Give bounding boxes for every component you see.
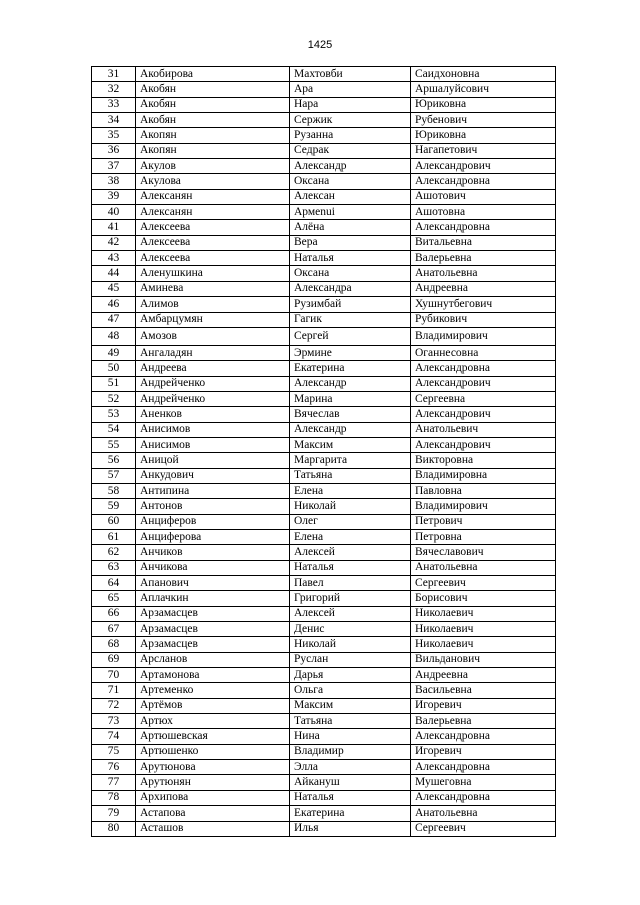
row-number-cell: 51 xyxy=(92,376,136,391)
patronymic-cell: Борисович xyxy=(411,591,556,606)
first-name-cell: Ара xyxy=(290,82,411,97)
last-name-cell: Анчикова xyxy=(136,560,290,575)
first-name-cell: Алексей xyxy=(290,545,411,560)
row-number-cell: 46 xyxy=(92,297,136,312)
patronymic-cell: Анатольевна xyxy=(411,266,556,281)
row-number-cell: 67 xyxy=(92,622,136,637)
patronymic-cell: Саидхоновна xyxy=(411,67,556,82)
last-name-cell: Апанович xyxy=(136,576,290,591)
table-row xyxy=(92,159,556,174)
last-name-cell: Андреева xyxy=(136,361,290,376)
table-row xyxy=(92,361,556,376)
row-number-cell: 63 xyxy=(92,560,136,575)
table-row xyxy=(92,591,556,606)
table-row xyxy=(92,744,556,759)
patronymic-cell: Валерьевна xyxy=(411,251,556,266)
row-number-cell: 53 xyxy=(92,407,136,422)
last-name-cell: Антипина xyxy=(136,483,290,498)
table-row xyxy=(92,422,556,437)
first-name-cell: Гагик xyxy=(290,312,411,327)
row-number-cell: 39 xyxy=(92,189,136,204)
first-name-cell: Олег xyxy=(290,514,411,529)
last-name-cell: Анисимов xyxy=(136,437,290,452)
first-name-cell: Илья xyxy=(290,821,411,836)
first-name-cell: Николай xyxy=(290,499,411,514)
table-row xyxy=(92,189,556,204)
first-name-cell: Александр xyxy=(290,376,411,391)
first-name-cell: Алёна xyxy=(290,220,411,235)
row-number-cell: 71 xyxy=(92,683,136,698)
patronymic-cell: Павловна xyxy=(411,483,556,498)
last-name-cell: Архипова xyxy=(136,790,290,805)
first-name-cell: Нара xyxy=(290,97,411,112)
first-name-cell: Оксана xyxy=(290,266,411,281)
first-name-cell: Григорий xyxy=(290,591,411,606)
row-number-cell: 59 xyxy=(92,499,136,514)
first-name-cell: Екатерина xyxy=(290,361,411,376)
patronymic-cell: Валерьевна xyxy=(411,714,556,729)
first-name-cell: Рузимбай xyxy=(290,297,411,312)
last-name-cell: Аницой xyxy=(136,453,290,468)
last-name-cell: Арзамасцев xyxy=(136,637,290,652)
first-name-cell: Элла xyxy=(290,760,411,775)
patronymic-cell: Александровна xyxy=(411,361,556,376)
row-number-cell: 40 xyxy=(92,205,136,220)
patronymic-cell: Николаевич xyxy=(411,637,556,652)
last-name-cell: Акобирова xyxy=(136,67,290,82)
row-number-cell: 50 xyxy=(92,361,136,376)
row-number-cell: 70 xyxy=(92,668,136,683)
first-name-cell: Николай xyxy=(290,637,411,652)
patronymic-cell: Сергеевич xyxy=(411,576,556,591)
last-name-cell: Анциферов xyxy=(136,514,290,529)
first-name-cell: Айкануш xyxy=(290,775,411,790)
last-name-cell: Арсланов xyxy=(136,652,290,667)
first-name-cell: Наталья xyxy=(290,251,411,266)
first-name-cell: Руслан xyxy=(290,652,411,667)
table-row xyxy=(92,622,556,637)
row-number-cell: 78 xyxy=(92,790,136,805)
last-name-cell: Артюх xyxy=(136,714,290,729)
first-name-cell: Рузанна xyxy=(290,128,411,143)
row-number-cell: 80 xyxy=(92,821,136,836)
row-number-cell: 37 xyxy=(92,159,136,174)
first-name-cell: Алексан xyxy=(290,189,411,204)
patronymic-cell: Александровна xyxy=(411,220,556,235)
patronymic-cell: Анатольевна xyxy=(411,560,556,575)
row-number-cell: 56 xyxy=(92,453,136,468)
table-row xyxy=(92,483,556,498)
table-row xyxy=(92,67,556,82)
table-row xyxy=(92,821,556,836)
last-name-cell: Алексанян xyxy=(136,189,290,204)
last-name-cell: Артюшенко xyxy=(136,744,290,759)
patronymic-cell: Рубикович xyxy=(411,312,556,327)
names-table xyxy=(91,66,556,837)
last-name-cell: Акулов xyxy=(136,159,290,174)
table-row xyxy=(92,220,556,235)
row-number-cell: 61 xyxy=(92,529,136,544)
first-name-cell: Махтовби xyxy=(290,67,411,82)
first-name-cell: Елена xyxy=(290,483,411,498)
table-row xyxy=(92,266,556,281)
first-name-cell: Максим xyxy=(290,698,411,713)
first-name-cell: Сергей xyxy=(290,327,411,345)
table-row xyxy=(92,668,556,683)
row-number-cell: 74 xyxy=(92,729,136,744)
row-number-cell: 79 xyxy=(92,806,136,821)
row-number-cell: 38 xyxy=(92,174,136,189)
first-name-cell: Армenui xyxy=(290,205,411,220)
patronymic-cell: Александровна xyxy=(411,174,556,189)
last-name-cell: Анциферова xyxy=(136,529,290,544)
first-name-cell: Наталья xyxy=(290,790,411,805)
last-name-cell: Алексеева xyxy=(136,251,290,266)
table-row xyxy=(92,775,556,790)
table-row xyxy=(92,760,556,775)
first-name-cell: Нина xyxy=(290,729,411,744)
patronymic-cell: Игоревич xyxy=(411,744,556,759)
last-name-cell: Артеменко xyxy=(136,683,290,698)
table-row xyxy=(92,345,556,360)
last-name-cell: Акопян xyxy=(136,128,290,143)
first-name-cell: Елена xyxy=(290,529,411,544)
patronymic-cell: Александрович xyxy=(411,437,556,452)
table-row xyxy=(92,606,556,621)
table-row xyxy=(92,499,556,514)
row-number-cell: 41 xyxy=(92,220,136,235)
last-name-cell: Акобян xyxy=(136,113,290,128)
table-row xyxy=(92,698,556,713)
patronymic-cell: Александрович xyxy=(411,407,556,422)
row-number-cell: 44 xyxy=(92,266,136,281)
row-number-cell: 33 xyxy=(92,97,136,112)
first-name-cell: Наталья xyxy=(290,560,411,575)
row-number-cell: 65 xyxy=(92,591,136,606)
table-row xyxy=(92,806,556,821)
table-row xyxy=(92,545,556,560)
table-row xyxy=(92,391,556,406)
row-number-cell: 75 xyxy=(92,744,136,759)
patronymic-cell: Александрович xyxy=(411,376,556,391)
first-name-cell: Эрмине xyxy=(290,345,411,360)
last-name-cell: Арутюнян xyxy=(136,775,290,790)
row-number-cell: 32 xyxy=(92,82,136,97)
row-number-cell: 58 xyxy=(92,483,136,498)
first-name-cell: Сержик xyxy=(290,113,411,128)
patronymic-cell: Петровна xyxy=(411,529,556,544)
patronymic-cell: Ашотовна xyxy=(411,205,556,220)
table-row xyxy=(92,205,556,220)
patronymic-cell: Александровна xyxy=(411,729,556,744)
patronymic-cell: Николаевич xyxy=(411,606,556,621)
first-name-cell: Вячеслав xyxy=(290,407,411,422)
table-row xyxy=(92,514,556,529)
table-row xyxy=(92,468,556,483)
first-name-cell: Оксана xyxy=(290,174,411,189)
first-name-cell: Екатерина xyxy=(290,806,411,821)
row-number-cell: 57 xyxy=(92,468,136,483)
last-name-cell: Алексеева xyxy=(136,220,290,235)
row-number-cell: 73 xyxy=(92,714,136,729)
patronymic-cell: Владимирович xyxy=(411,499,556,514)
patronymic-cell: Андреевна xyxy=(411,668,556,683)
last-name-cell: Ангаладян xyxy=(136,345,290,360)
last-name-cell: Артамонова xyxy=(136,668,290,683)
patronymic-cell: Вильданович xyxy=(411,652,556,667)
row-number-cell: 55 xyxy=(92,437,136,452)
patronymic-cell: Викторовна xyxy=(411,453,556,468)
patronymic-cell: Сергеевна xyxy=(411,391,556,406)
last-name-cell: Акопян xyxy=(136,143,290,158)
row-number-cell: 34 xyxy=(92,113,136,128)
last-name-cell: Акулова xyxy=(136,174,290,189)
table-row xyxy=(92,327,556,345)
last-name-cell: Амозов xyxy=(136,327,290,345)
row-number-cell: 35 xyxy=(92,128,136,143)
patronymic-cell: Рубенович xyxy=(411,113,556,128)
last-name-cell: Астапова xyxy=(136,806,290,821)
patronymic-cell: Витальевна xyxy=(411,235,556,250)
row-number-cell: 52 xyxy=(92,391,136,406)
last-name-cell: Аненков xyxy=(136,407,290,422)
table-row xyxy=(92,113,556,128)
page-number: 1425 xyxy=(307,39,333,51)
first-name-cell: Алексей xyxy=(290,606,411,621)
table-row xyxy=(92,560,556,575)
first-name-cell: Максим xyxy=(290,437,411,452)
last-name-cell: Алексанян xyxy=(136,205,290,220)
patronymic-cell: Александрович xyxy=(411,159,556,174)
patronymic-cell: Нагапетович xyxy=(411,143,556,158)
table-row xyxy=(92,143,556,158)
patronymic-cell: Мушеговна xyxy=(411,775,556,790)
table-row xyxy=(92,714,556,729)
patronymic-cell: Владимировна xyxy=(411,468,556,483)
last-name-cell: Артюшевская xyxy=(136,729,290,744)
last-name-cell: Анисимов xyxy=(136,422,290,437)
row-number-cell: 48 xyxy=(92,327,136,345)
row-number-cell: 68 xyxy=(92,637,136,652)
patronymic-cell: Игоревич xyxy=(411,698,556,713)
row-number-cell: 72 xyxy=(92,698,136,713)
patronymic-cell: Анатольевич xyxy=(411,422,556,437)
row-number-cell: 49 xyxy=(92,345,136,360)
first-name-cell: Марина xyxy=(290,391,411,406)
table-row xyxy=(92,97,556,112)
last-name-cell: Аминева xyxy=(136,281,290,296)
last-name-cell: Анчиков xyxy=(136,545,290,560)
last-name-cell: Арутюнова xyxy=(136,760,290,775)
row-number-cell: 42 xyxy=(92,235,136,250)
table-row xyxy=(92,453,556,468)
first-name-cell: Вера xyxy=(290,235,411,250)
table-row xyxy=(92,251,556,266)
row-number-cell: 77 xyxy=(92,775,136,790)
patronymic-cell: Оганнесовна xyxy=(411,345,556,360)
table-row xyxy=(92,312,556,327)
last-name-cell: Антонов xyxy=(136,499,290,514)
first-name-cell: Павел xyxy=(290,576,411,591)
row-number-cell: 54 xyxy=(92,422,136,437)
last-name-cell: Анкудович xyxy=(136,468,290,483)
last-name-cell: Андрейченко xyxy=(136,391,290,406)
first-name-cell: Маргарита xyxy=(290,453,411,468)
table-row xyxy=(92,297,556,312)
row-number-cell: 45 xyxy=(92,281,136,296)
patronymic-cell: Андреевна xyxy=(411,281,556,296)
last-name-cell: Асташов xyxy=(136,821,290,836)
names-table-body xyxy=(92,67,556,837)
last-name-cell: Алексеева xyxy=(136,235,290,250)
table-row xyxy=(92,637,556,652)
first-name-cell: Ольга xyxy=(290,683,411,698)
table-row xyxy=(92,652,556,667)
last-name-cell: Амбарцумян xyxy=(136,312,290,327)
table-row xyxy=(92,437,556,452)
first-name-cell: Александр xyxy=(290,422,411,437)
row-number-cell: 31 xyxy=(92,67,136,82)
row-number-cell: 43 xyxy=(92,251,136,266)
first-name-cell: Татьяна xyxy=(290,468,411,483)
last-name-cell: Акобян xyxy=(136,82,290,97)
patronymic-cell: Юриковна xyxy=(411,128,556,143)
first-name-cell: Владимир xyxy=(290,744,411,759)
table-row xyxy=(92,235,556,250)
row-number-cell: 76 xyxy=(92,760,136,775)
last-name-cell: Аленушкина xyxy=(136,266,290,281)
table-row xyxy=(92,376,556,391)
table-row xyxy=(92,281,556,296)
row-number-cell: 60 xyxy=(92,514,136,529)
table-row xyxy=(92,790,556,805)
patronymic-cell: Васильевна xyxy=(411,683,556,698)
patronymic-cell: Юриковна xyxy=(411,97,556,112)
patronymic-cell: Владимирович xyxy=(411,327,556,345)
table-row xyxy=(92,174,556,189)
row-number-cell: 47 xyxy=(92,312,136,327)
first-name-cell: Александра xyxy=(290,281,411,296)
patronymic-cell: Сергеевич xyxy=(411,821,556,836)
row-number-cell: 66 xyxy=(92,606,136,621)
table-row xyxy=(92,729,556,744)
table-row xyxy=(92,82,556,97)
row-number-cell: 36 xyxy=(92,143,136,158)
patronymic-cell: Хушнутбегович xyxy=(411,297,556,312)
last-name-cell: Аплачкин xyxy=(136,591,290,606)
row-number-cell: 62 xyxy=(92,545,136,560)
last-name-cell: Алимов xyxy=(136,297,290,312)
row-number-cell: 69 xyxy=(92,652,136,667)
table-row xyxy=(92,683,556,698)
row-number-cell: 64 xyxy=(92,576,136,591)
patronymic-cell: Ашотович xyxy=(411,189,556,204)
table-row xyxy=(92,128,556,143)
patronymic-cell: Александровна xyxy=(411,790,556,805)
patronymic-cell: Александровна xyxy=(411,760,556,775)
patronymic-cell: Петрович xyxy=(411,514,556,529)
first-name-cell: Седрак xyxy=(290,143,411,158)
first-name-cell: Татьяна xyxy=(290,714,411,729)
patronymic-cell: Вячеславович xyxy=(411,545,556,560)
patronymic-cell: Анатольевна xyxy=(411,806,556,821)
table-row xyxy=(92,576,556,591)
last-name-cell: Акобян xyxy=(136,97,290,112)
last-name-cell: Артёмов xyxy=(136,698,290,713)
patronymic-cell: Николаевич xyxy=(411,622,556,637)
patronymic-cell: Аршалуйсович xyxy=(411,82,556,97)
last-name-cell: Арзамасцев xyxy=(136,606,290,621)
first-name-cell: Дарья xyxy=(290,668,411,683)
first-name-cell: Александр xyxy=(290,159,411,174)
table-row xyxy=(92,407,556,422)
first-name-cell: Денис xyxy=(290,622,411,637)
last-name-cell: Андрейченко xyxy=(136,376,290,391)
last-name-cell: Арзамасцев xyxy=(136,622,290,637)
table-row xyxy=(92,529,556,544)
